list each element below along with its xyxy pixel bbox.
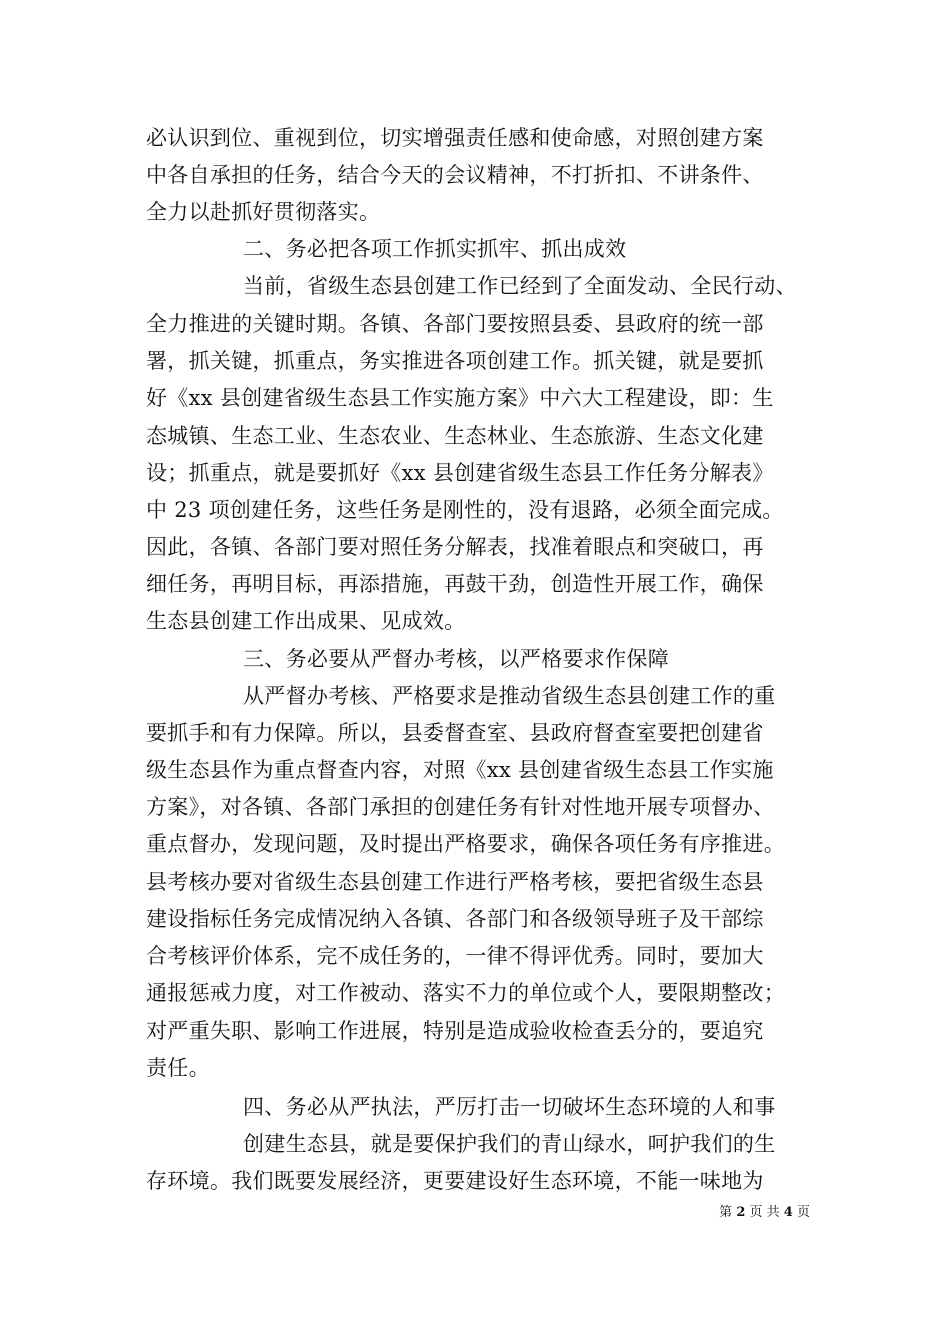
- text-line: 建设指标任务完成情况纳入各镇、各部门和各级领导班子及干部综: [146, 907, 764, 931]
- footer-prefix: 第: [719, 1205, 733, 1220]
- text-line: 态城镇、生态工业、生态农业、生态林业、生态旅游、生态文化建: [146, 424, 764, 448]
- text-line: 因此，各镇、各部门要对照任务分解表，找准着眼点和突破口，再: [146, 535, 764, 559]
- total-pages-number: 4: [783, 1205, 793, 1220]
- text-line: 重点督办，发现问题，及时提出严格要求，确保各项任务有序推进。: [146, 832, 785, 856]
- paragraph-first-line: 从严督办考核、严格要求是推动省级生态县创建工作的重: [243, 684, 776, 708]
- text-line: 全力以赴抓好贯彻落实。: [146, 200, 381, 224]
- text-line: 中各自承担的任务，结合今天的会议精神，不打折扣、不讲条件、: [146, 163, 764, 187]
- current-page-number: 2: [736, 1205, 746, 1220]
- footer-suffix: 页: [796, 1205, 810, 1220]
- section-heading-2: 二、务必把各项工作抓实抓牢、抓出成效: [243, 237, 627, 261]
- text-line: 细任务，再明目标，再添措施，再鼓干劲，创造性开展工作，确保: [146, 572, 764, 596]
- section-heading-3: 三、务必要从严督办考核，以严格要求作保障: [243, 647, 669, 671]
- text-line: 中 23 项创建任务，这些任务是刚性的，没有退路，必须全面完成。: [146, 498, 784, 522]
- footer-middle: 页 共: [749, 1205, 780, 1220]
- text-line: 要抓手和有力保障。所以，县委督查室、县政府督查室要把创建省: [146, 721, 764, 745]
- text-line: 合考核评价体系，完不成任务的，一律不得评优秀。同时，要加大: [146, 944, 764, 968]
- section-heading-4: 四、务必从严执法，严厉打击一切破坏生态环境的人和事: [243, 1095, 776, 1119]
- text-line: 方案》，对各镇、各部门承担的创建任务有针对性地开展专项督办、: [146, 795, 775, 819]
- paragraph-first-line: 创建生态县，就是要保护我们的青山绿水，呵护我们的生: [243, 1132, 776, 1156]
- text-line: 全力推进的关键时期。各镇、各部门要按照县委、县政府的统一部: [146, 312, 764, 336]
- page-footer: [660, 1204, 810, 1222]
- text-line: 存环境。我们既要发展经济，更要建设好生态环境，不能一味地为: [146, 1169, 764, 1193]
- text-line: 通报惩戒力度，对工作被动、落实不力的单位或个人，要限期整改；: [146, 981, 785, 1005]
- text-line: 生态县创建工作出成果、见成效。: [146, 609, 466, 633]
- text-line: 对严重失职、影响工作进展，特别是造成验收检查丢分的，要追究: [146, 1019, 764, 1043]
- text-line: 级生态县作为重点督查内容，对照《xx 县创建省级生态县工作实施: [146, 758, 774, 782]
- paragraph-first-line: 当前，省级生态县创建工作已经到了全面发动、全民行动、: [243, 274, 797, 298]
- text-line: 责任。: [146, 1056, 210, 1080]
- text-line: 设；抓重点，就是要抓好《xx 县创建省级生态县工作任务分解表》: [146, 461, 774, 485]
- text-line: 县考核办要对省级生态县创建工作进行严格考核，要把省级生态县: [146, 870, 764, 894]
- text-line: 好《xx 县创建省级生态县工作实施方案》中六大工程建设，即：生: [146, 386, 774, 410]
- text-line: 必认识到位、重视到位，切实增强责任感和使命感，对照创建方案: [146, 126, 764, 150]
- text-line: 署，抓关键，抓重点，务实推进各项创建工作。抓关键，就是要抓: [146, 349, 764, 373]
